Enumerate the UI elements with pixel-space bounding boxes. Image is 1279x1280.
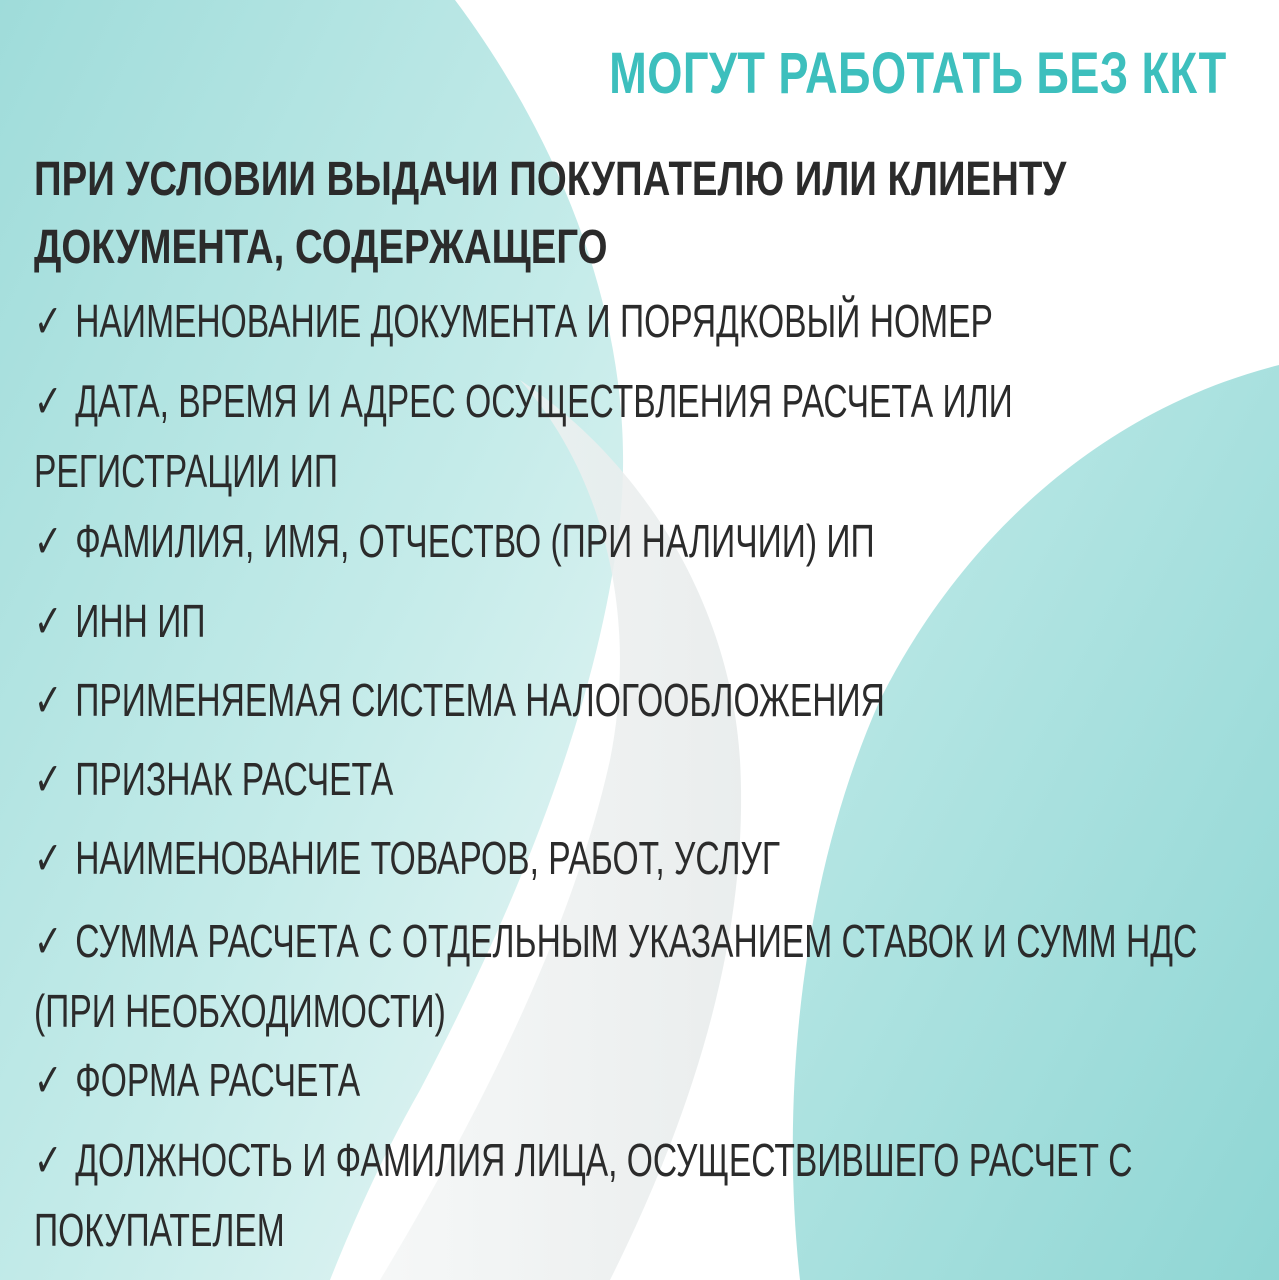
list-item xyxy=(34,586,1231,656)
list-item xyxy=(34,506,1231,576)
list-item-text: ПРИМЕНЯЕМАЯ СИСТЕМА НАЛОГООБЛОЖЕНИЯ xyxy=(75,674,885,726)
checkmark-icon: ✓ xyxy=(34,915,63,967)
checkmark-icon: ✓ xyxy=(34,1134,63,1186)
list-item xyxy=(34,366,1231,506)
list-item xyxy=(34,665,1231,735)
list-item-text: ДОЛЖНОСТЬ И ФАМИЛИЯ ЛИЦА, ОСУЩЕСТВИВШЕГО РАСЧЕТ С ПОКУПАТЕЛЕМ xyxy=(34,1134,1133,1256)
checkmark-icon: ✓ xyxy=(34,295,63,347)
list-item-text: ФАМИЛИЯ, ИМЯ, ОТЧЕСТВО (ПРИ НАЛИЧИИ) ИП xyxy=(75,515,875,567)
page-subtitle: ПРИ УСЛОВИИ ВЫДАЧИ ПОКУПАТЕЛЮ ИЛИ КЛИЕНТУ ДОКУМЕНТА, СОДЕРЖАЩЕГО xyxy=(34,153,1067,274)
list-item-text: ДАТА, ВРЕМЯ И АДРЕС ОСУЩЕСТВЛЕНИЯ РАСЧЕТА ИЛИ РЕГИСТРАЦИИ ИП xyxy=(34,375,1013,497)
list-item xyxy=(34,906,1231,1046)
list-item-text: НАИМЕНОВАНИЕ ТОВАРОВ, РАБОТ, УСЛУГ xyxy=(75,832,781,884)
list-item xyxy=(34,744,1231,814)
checkmark-icon: ✓ xyxy=(34,1054,63,1106)
page-title: МОГУТ РАБОТАТЬ БЕЗ ККТ xyxy=(609,41,1227,106)
list-item-text: ФОРМА РАСЧЕТА xyxy=(75,1054,361,1106)
checkmark-icon: ✓ xyxy=(34,674,63,726)
checkmark-icon: ✓ xyxy=(34,753,63,805)
checkmark-icon: ✓ xyxy=(34,832,63,884)
list-item-text: ИНН ИП xyxy=(75,595,206,647)
list-item-text: ПРИЗНАК РАСЧЕТА xyxy=(75,753,394,805)
checkmark-icon: ✓ xyxy=(34,515,63,567)
list-item xyxy=(34,1045,1231,1115)
list-item xyxy=(34,1125,1231,1265)
list-item xyxy=(34,286,1231,356)
checkmark-icon: ✓ xyxy=(34,595,63,647)
list-item-text: НАИМЕНОВАНИЕ ДОКУМЕНТА И ПОРЯДКОВЫЙ НОМЕР xyxy=(75,295,993,347)
list-item xyxy=(34,823,1231,893)
list-item-text: СУММА РАСЧЕТА С ОТДЕЛЬНЫМ УКАЗАНИЕМ СТАВОК И СУММ НДС (ПРИ НЕОБХОДИМОСТИ) xyxy=(34,915,1198,1037)
checkmark-icon: ✓ xyxy=(34,375,63,427)
